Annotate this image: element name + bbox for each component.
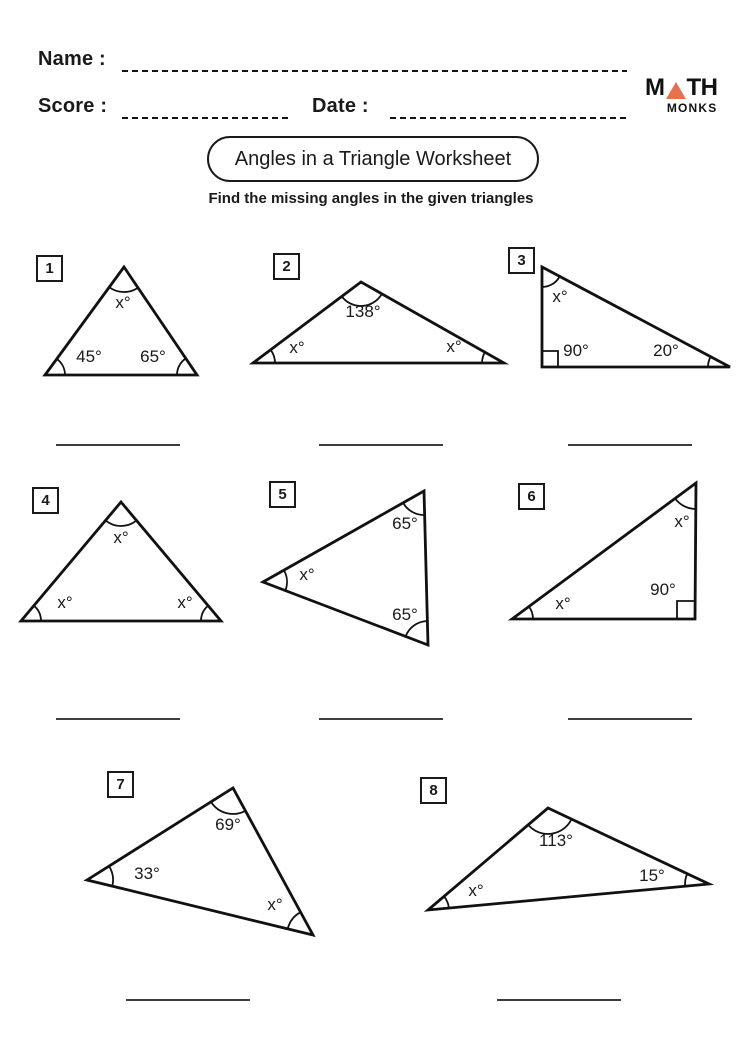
angle-label: x° [57,593,73,612]
problem-number: 3 [517,252,526,269]
problem-number: 4 [41,492,50,509]
score-label: Score : [38,95,108,117]
answer-line-1[interactable] [56,444,180,446]
problem-number-box [107,771,134,798]
problem-1 [30,250,230,450]
worksheet-title: Angles in a Triangle Worksheet [207,136,539,182]
problem-3 [500,240,742,380]
answer-line-2[interactable] [319,444,443,446]
problem-number-box [508,247,535,274]
angle-label: 45° [76,347,102,366]
angle-label: 69° [215,815,241,834]
logo-letter-m: M [645,74,665,101]
triangle-outline [45,267,197,375]
angle-label: x° [115,293,131,312]
answer-line-6[interactable] [568,718,692,720]
angle-label: x° [674,512,690,531]
problem-7 [75,760,355,960]
score-fill-line[interactable] [122,117,292,119]
date-fill-line[interactable] [390,117,627,119]
angle-label: x° [113,528,129,547]
problem-number-box [273,253,300,280]
angle-label: 33° [134,864,160,883]
logo-monks-text: MONKS [666,101,718,115]
answer-line-5[interactable] [319,718,443,720]
answer-line-8[interactable] [497,999,621,1001]
angle-label: x° [446,337,462,356]
problem-6 [505,475,742,635]
triangle-figure-3 [500,240,742,380]
problem-number: 1 [45,260,54,277]
angle-label: 113° [539,831,573,850]
problem-number: 6 [527,488,536,505]
logo-letters-th: TH [686,74,718,101]
problem-number-box [36,255,63,282]
problem-number-box [420,777,447,804]
angle-label: 15° [639,866,665,885]
logo-top-row [645,76,718,100]
problem-number: 7 [116,776,125,793]
problem-4 [10,480,250,640]
problem-number-box [518,483,545,510]
name-fill-line[interactable] [122,70,627,72]
instruction-text: Find the missing angles in the given triangles [208,190,534,207]
problem-number-box [32,487,59,514]
angle-label: 65° [392,514,418,533]
problem-8 [415,765,725,925]
angle-label: x° [289,338,305,357]
answer-line-7[interactable] [126,999,250,1001]
logo-triangle-icon [666,82,686,99]
problem-number: 5 [278,486,287,503]
problem-5 [255,475,495,660]
angle-label: x° [552,287,568,306]
answer-line-4[interactable] [56,718,180,720]
answer-line-3[interactable] [568,444,692,446]
angle-label: 20° [653,341,679,360]
angle-label: 90° [563,341,589,360]
angle-label: 65° [140,347,166,366]
problem-number: 8 [429,782,438,799]
angle-label: x° [299,565,315,584]
angle-label: x° [267,895,283,914]
name-label: Name : [38,48,106,70]
triangle-figure-8 [415,765,725,925]
angle-label: 138° [345,302,381,321]
angle-label: x° [468,881,484,900]
date-label: Date : [312,95,369,117]
angle-label: x° [177,593,193,612]
angle-label: x° [555,594,571,613]
problem-number-box [269,481,296,508]
angle-label: 65° [392,605,418,624]
angle-label: 90° [650,580,676,599]
problem-2 [250,250,510,380]
math-monks-logo [645,76,718,114]
problem-number: 2 [282,258,291,275]
